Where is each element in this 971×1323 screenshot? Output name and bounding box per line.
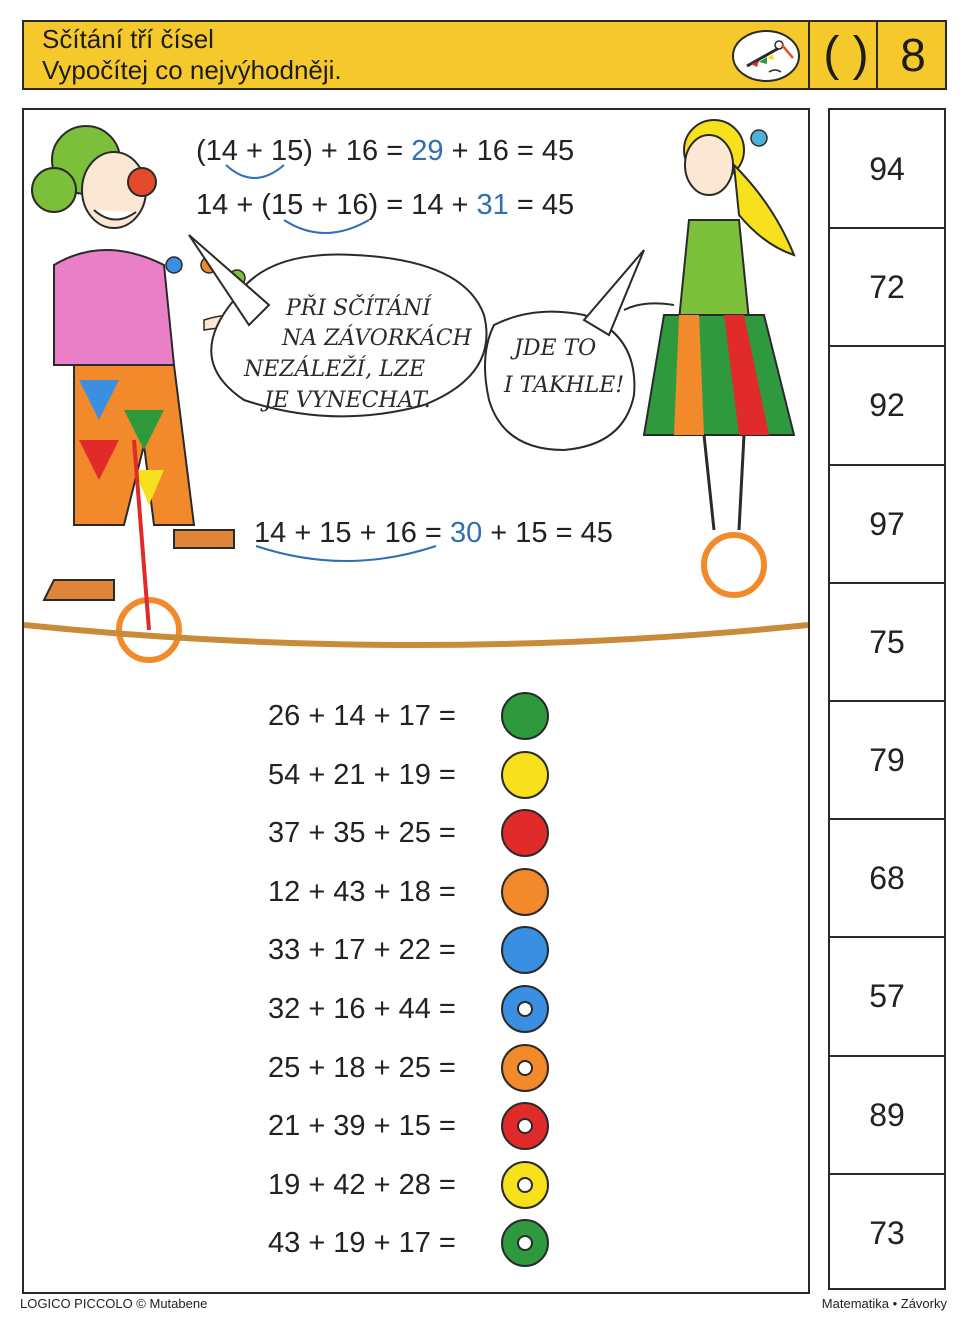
exercise-row [24, 747, 808, 805]
color-dot-marker [501, 926, 549, 974]
clown-speech-bubble [189, 235, 487, 416]
exercise-expression: 26 + 14 + 17 = [268, 700, 456, 732]
answer-divider [830, 582, 944, 584]
exercise-expression: 25 + 18 + 25 = [268, 1051, 456, 1084]
exercise-row [24, 981, 808, 1039]
ring-center [517, 1118, 533, 1134]
answer-cell: 94 [869, 151, 905, 187]
exercise-expression: 54 + 21 + 19 = [268, 758, 456, 791]
exercise-row [24, 864, 808, 922]
ring-center [517, 1001, 533, 1017]
example-equation-1: (14 + 15) + 16 = 29 + 16 = 45 [196, 135, 575, 167]
color-ring-marker [501, 1219, 549, 1267]
header-bar [22, 20, 947, 90]
answer-divider [830, 227, 944, 229]
exercise-expression: 33 + 17 + 22 = [268, 934, 456, 967]
answer-cell: 73 [869, 1214, 905, 1251]
answer-divider [830, 700, 944, 702]
footer-publisher: LOGICO PICCOLO © Mutabene [20, 1296, 208, 1311]
example-equation-3: 14 + 15 + 16 = 30 + 15 = 45 [254, 517, 613, 549]
partial-sum: 31 [476, 189, 509, 221]
clown-speech-line-1: PŘI SČÍTÁNÍ [286, 296, 431, 321]
answer-cell: 89 [869, 1096, 905, 1133]
clown-speech-line-4: JE VYNECHAT. [264, 388, 431, 413]
answer-divider [830, 345, 944, 347]
answer-divider [830, 1173, 944, 1175]
exercise-row [24, 1215, 808, 1273]
exercise-row [24, 688, 808, 746]
answer-cell: 75 [869, 623, 905, 660]
stork-logo-icon [729, 28, 803, 84]
footer-subject: Matematika • Závorky [821, 1296, 947, 1311]
color-ring-marker [501, 985, 549, 1033]
answer-cell: 92 [869, 387, 905, 424]
color-dot-marker [501, 751, 549, 799]
answer-cell: 97 [869, 505, 905, 542]
color-dot-marker [501, 868, 549, 916]
page-number: 8 [900, 29, 926, 81]
color-dot-marker [501, 809, 549, 857]
clown-speech-line-2: NA ZÁVORKÁCH [282, 326, 472, 351]
color-ring-marker [501, 1102, 549, 1150]
partial-sum: 30 [449, 517, 483, 549]
page-instruction: Vypočítej co nejvýhodněji. [42, 55, 342, 85]
exercise-row [24, 805, 808, 863]
exercise-expression: 37 + 35 + 25 = [268, 817, 456, 850]
exercise-row [24, 922, 808, 980]
answer-cell: 72 [869, 269, 905, 306]
girl-speech-line-1: JDE TO [514, 336, 597, 361]
partial-sum: 29 [411, 135, 444, 167]
ring-center [517, 1235, 533, 1251]
exercise-expression: 32 + 16 + 44 = [268, 993, 456, 1025]
ring-center [517, 1060, 533, 1076]
exercise-row [24, 1040, 808, 1098]
answer-divider [830, 464, 944, 466]
exercise-row [24, 1157, 808, 1215]
girl-speech-bubble [485, 250, 644, 450]
girl-figure [624, 120, 794, 595]
exercise-row [24, 1098, 808, 1156]
answer-cell: 57 [869, 978, 905, 1015]
clown-speech-line-3: NEZÁLEŽÍ, LZE [244, 357, 426, 382]
answer-divider [830, 818, 944, 820]
color-ring-marker [501, 1161, 549, 1209]
answer-cell: 79 [869, 742, 905, 778]
exercise-expression: 19 + 42 + 28 = [268, 1168, 456, 1201]
answer-divider [830, 1055, 944, 1057]
answer-divider [830, 936, 944, 938]
girl-speech-line-2: I TAKHLE! [504, 373, 625, 398]
color-dot-marker [501, 692, 549, 740]
header-divider [808, 22, 810, 88]
parentheses-symbol: ( ) [823, 28, 869, 81]
answer-cell: 68 [869, 860, 905, 897]
exercise-expression: 21 + 39 + 15 = [268, 1110, 456, 1143]
answer-column [828, 108, 946, 1290]
ring-center [517, 1177, 533, 1193]
worksheet-panel [22, 108, 810, 1294]
exercise-expression: 12 + 43 + 18 = [268, 875, 456, 908]
header-divider [876, 22, 878, 88]
example-equation-2: 14 + (15 + 16) = 14 + 31 = 45 [196, 189, 575, 221]
color-ring-marker [501, 1044, 549, 1092]
exercise-expression: 43 + 19 + 17 = [268, 1227, 456, 1260]
page-title: Sčítání tří čísel [42, 24, 214, 54]
